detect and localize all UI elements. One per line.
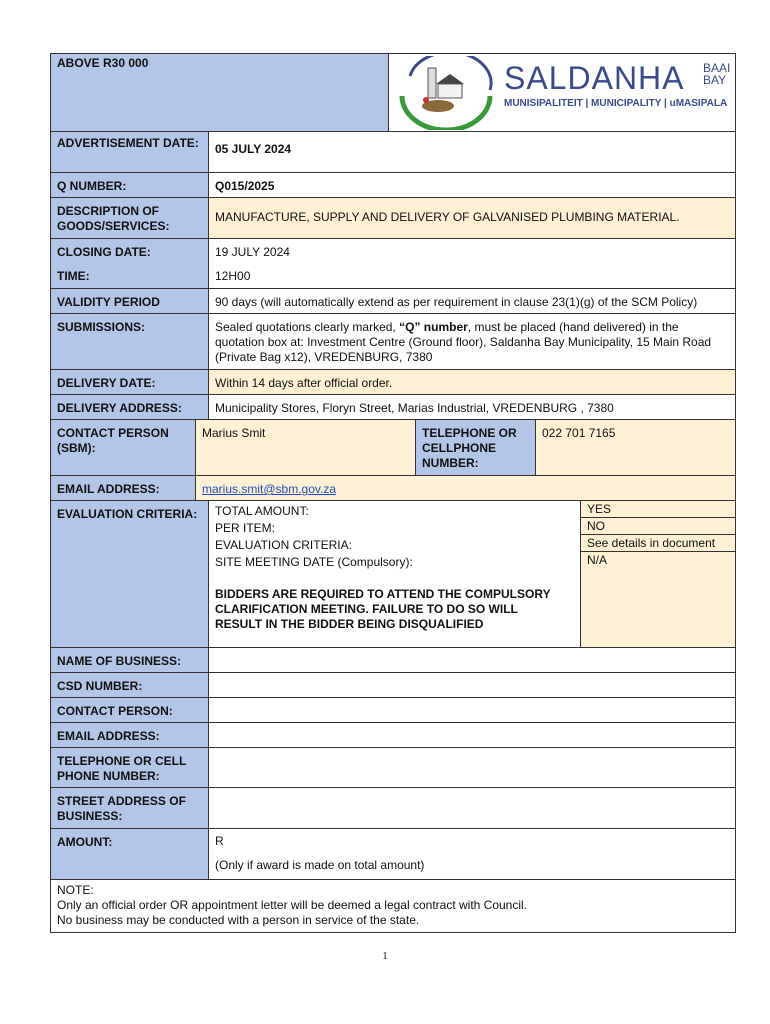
submissions-text-post: , must be placed (hand delivered) in the quotation box at: Investment Centre (Ground floor), Saldanha Bay Municipality, 15 Main Road (Private Bag x12), VREDENBURG, 7380 [215,320,712,364]
table-bottom-border [50,932,736,933]
eval-total-value: YES [580,500,736,517]
validity-value: 90 days (will automatically extend as per requirement in clause 23(1)(g) of the SCM Policy) [208,288,736,313]
submissions-value [208,313,736,369]
logo-subtitle: MUNISIPALITEIT | MUNICIPALITY | uMASIPALA [504,98,728,109]
advertisement-date-value: 05 JULY 2024 [208,131,736,172]
email-cell [195,475,736,500]
bidder-contact-field[interactable] [208,697,736,722]
above-threshold-label [50,53,388,131]
delivery-address-label: DELIVERY ADDRESS: [50,394,208,419]
eval-per-item-value: NO [580,517,736,534]
table-right-border [735,53,736,933]
submissions-text-bold: “Q” number [399,320,468,334]
above-threshold-text: ABOVE R30 000 [57,56,149,70]
eval-item-per-item: PER ITEM: [215,521,276,535]
delivery-address-value: Municipality Stores, Floryn Street, Marias Industrial, VREDENBURG , 7380 [208,394,736,419]
note-line-2: No business may be conducted with a person in service of the state. [57,913,420,927]
validity-label: VALIDITY PERIOD [50,288,208,313]
email-link[interactable]: marius.smit@sbm.gov.za [202,482,336,496]
bidder-contact-label: CONTACT PERSON: [50,697,208,722]
quotation-form [50,53,736,933]
amount-field[interactable] [208,828,736,879]
street-address-field[interactable] [208,787,736,828]
submissions-text-pre: Sealed quotations clearly marked, [215,320,400,334]
submissions-label: SUBMISSIONS: [50,313,208,369]
telephone-label: TELEPHONE OR CELLPHONE NUMBER: [415,419,535,475]
evaluation-criteria-cell [208,500,580,647]
amount-note: (Only if award is made on total amount) [215,858,425,872]
description-value: MANUFACTURE, SUPPLY AND DELIVERY OF GALVANISED PLUMBING MATERIAL. [208,197,736,238]
logo-name: SALDANHA [504,60,685,96]
logo-bay: BAY [703,73,727,87]
q-number-value: Q015/2025 [208,172,736,197]
bidder-email-field[interactable] [208,722,736,747]
telephone-value: 022 701 7165 [535,419,736,475]
eval-item-total: TOTAL AMOUNT: [215,504,309,518]
description-label: DESCRIPTION OF GOODS/SERVICES: [50,197,208,238]
note-line-1: Only an official order OR appointment letter will be deemed a legal contract with Council. [57,898,528,912]
bidder-phone-label: TELEPHONE OR CELL PHONE NUMBER: [50,747,208,787]
bidder-phone-field[interactable] [208,747,736,787]
delivery-date-value: Within 14 days after official order. [208,369,736,394]
business-name-field[interactable] [208,647,736,672]
csd-number-field[interactable] [208,672,736,697]
logo-baai-bay [703,62,730,86]
time-value: 12H00 [208,263,736,288]
csd-number-label: CSD NUMBER: [50,672,208,697]
logo-emblem-icon [390,56,500,130]
logo-baai: BAAI [703,61,731,75]
contact-person-value: Marius Smit [195,419,415,475]
closing-date-value: 19 JULY 2024 [208,238,736,263]
eval-item-criteria: EVALUATION CRITERIA: [215,538,352,552]
amount-label: AMOUNT: [50,828,208,879]
bidder-email-label: EMAIL ADDRESS: [50,722,208,747]
eval-criteria-value: See details in document [580,534,736,551]
contact-person-label: CONTACT PERSON (SBM): [50,419,195,475]
street-address-label: STREET ADDRESS OF BUSINESS: [50,787,208,828]
email-label: EMAIL ADDRESS: [50,475,195,500]
eval-warning: BIDDERS ARE REQUIRED TO ATTEND THE COMPULSORY CLARIFICATION MEETING. FAILURE TO DO SO WILL RESULT IN THE BIDDER BEING DISQUALIFIED [215,587,551,631]
page-number: 1 [382,950,388,962]
note-title: NOTE: [57,883,94,897]
delivery-date-label: DELIVERY DATE: [50,369,208,394]
closing-date-label: CLOSING DATE: [50,238,208,263]
advertisement-date-label: ADVERTISEMENT DATE: [50,131,208,172]
q-number-label: Q NUMBER: [50,172,208,197]
time-label: TIME: [50,263,208,288]
business-name-label: NAME OF BUSINESS: [50,647,208,672]
evaluation-label: EVALUATION CRITERIA: [50,500,208,647]
municipality-logo [390,56,734,130]
note-section [50,879,736,933]
eval-item-site-meeting: SITE MEETING DATE (Compulsory): [215,555,413,569]
amount-currency: R [215,834,224,848]
eval-site-meeting-value: N/A [580,551,736,647]
